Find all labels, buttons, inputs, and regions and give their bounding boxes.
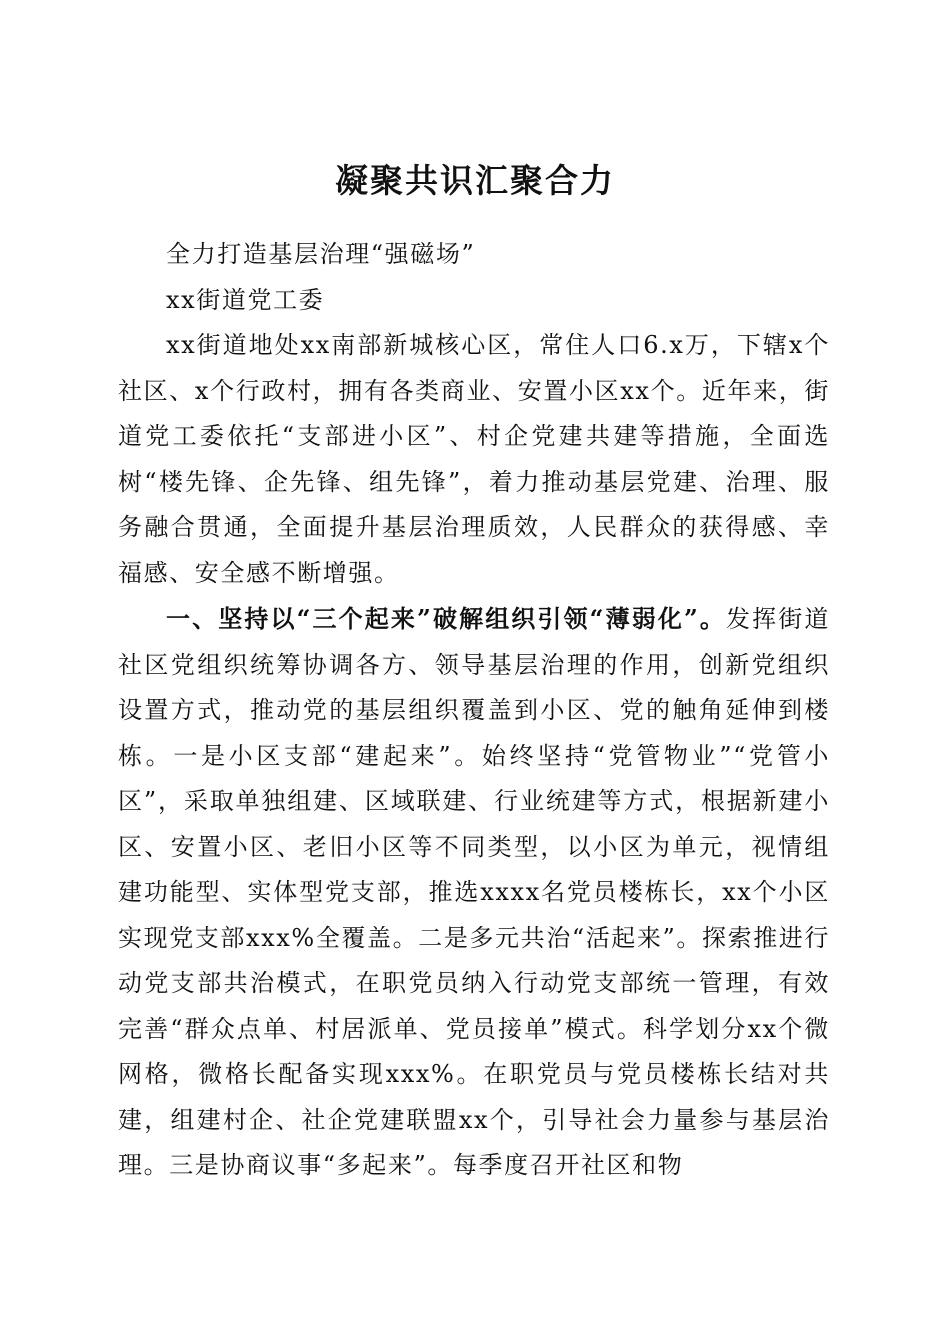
section-1-body: 发挥街道社区党组织统筹协调各方、领导基层治理的作用，创新党组织设置方式，推动党的基层组织覆盖到小区、党的触角延伸到楼栋。一是小区支部“建起来”。始终坚持“党管物业”“党管小区”，采取单独组建、区域联建、行业统建等方式，根据新建小区、安置小区、老旧小区等不同类型，以小区为单元，视情组建功能型、实体型党支部，推选xxxx名党员楼栋长，xx个小区实现党支部xxx%全覆盖。二是多元共治“活起来”。探索推进行动党支部共治模式，在职党员纳入行动党支部统一管理，有效完善“群众点单、村居派单、党员接单”模式。科学划分xx个微网格，微格长配备实现xxx%。在职党员与党员楼栋长结对共建，组建村企、社企党建联盟xx个，引导社会力量参与基层治理。三是协商议事“多起来”。每季度召开社区和物 [118,605,830,1179]
document-title: 凝聚共识汇聚合力 [335,161,615,201]
author-line: xx街道党工委 [166,285,325,314]
section-1-paragraph [118,596,830,1189]
intro-paragraph: xx街道地处xx南部新城核心区，常住人口6.x万，下辖x个社区、x个行政村，拥有各类商业、安置小区xx个。近年来，街道党工委依托“支部进小区”、村企党建共建等措施，全面选树“楼先锋、企先锋、组先锋”，着力推动基层党建、治理、服务融合贯通，全面提升基层治理质效，人民群众的获得感、幸福感、安全感不断增强。 [118,331,830,587]
section-1-heading: 一、坚持以“三个起来”破解组织引领“薄弱化”。 [166,604,727,633]
subtitle-line: 全力打造基层治理“强磁场” [166,240,476,268]
document-body [118,232,830,1189]
